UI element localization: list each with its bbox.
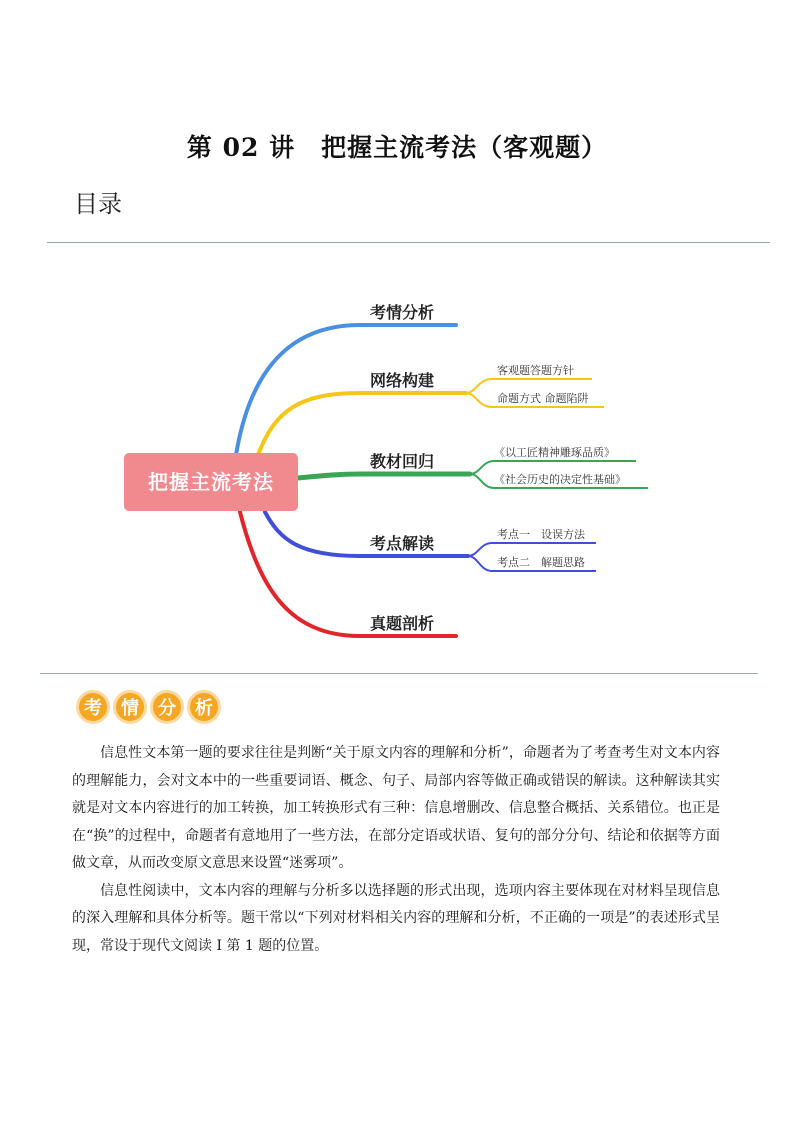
leaf-answer-policy: 客观题答题方针 bbox=[497, 364, 574, 377]
toc-heading: 目录 bbox=[74, 190, 122, 218]
divider-top bbox=[47, 242, 770, 243]
branch-wangluo: 网络构建 bbox=[370, 371, 435, 390]
badge-char: 析 bbox=[187, 690, 221, 724]
badge-char: 考 bbox=[76, 690, 110, 724]
badge-char: 分 bbox=[150, 690, 184, 724]
branch-jiaocai: 教材回归 bbox=[370, 452, 435, 471]
page-title: 第 02 讲 把握主流考法（客观题） bbox=[186, 133, 608, 162]
divider-bottom bbox=[40, 673, 758, 674]
leaf-question-traps: 命题方式 命题陷阱 bbox=[497, 392, 589, 405]
leaf-textbook-1: 《以工匠精神雕琢品质》 bbox=[494, 446, 615, 459]
leaf-point-2: 考点二 解题思路 bbox=[497, 556, 585, 569]
badge-char: 情 bbox=[113, 690, 147, 724]
connector-kaodian bbox=[265, 512, 468, 556]
paragraph: 信息性文本第一题的要求往往是判断“关于原文内容的理解和分析”，命题者为了考查考生对文本内容的理解能力，会对文本中的一些重要词语、概念、句子、局部内容等做正确或错误的解读。这种解读其实就是对文本内容进行的加工转换，加工转换形式有三种：信息增删改、信息整合概括、关系错位。也正是在“换”的过程中，命题者有意地用了一些方法，在部分定语或状语、复句的部分分句、结论和依据等方面做文章，从而改变原文意思来设置“迷雾项”。 bbox=[72, 745, 720, 871]
leaf-point-1: 考点一 设误方法 bbox=[497, 528, 585, 541]
connector-jiaocai bbox=[298, 474, 470, 478]
mindmap-center-node: 把握主流考法 bbox=[124, 453, 298, 511]
section-content bbox=[72, 740, 720, 960]
branch-zhenti: 真题剖析 bbox=[370, 614, 435, 633]
branch-kaoqing: 考情分析 bbox=[370, 303, 435, 322]
section-badge bbox=[76, 690, 221, 724]
mindmap bbox=[0, 250, 794, 650]
leaf-textbook-2: 《社会历史的决定性基础》 bbox=[494, 473, 626, 486]
branch-kaodian: 考点解读 bbox=[370, 534, 435, 553]
paragraph: 信息性阅读中，文本内容的理解与分析多以选择题的形式出现，选项内容主要体现在对材料呈现信息的深入理解和具体分析等。题干常以“下列对材料相关内容的理解和分析，不正确的一项是”的表述形式呈现，常设于现代文阅读 I 第 1 题的位置。 bbox=[72, 882, 720, 954]
connector-wangluo bbox=[258, 393, 466, 455]
